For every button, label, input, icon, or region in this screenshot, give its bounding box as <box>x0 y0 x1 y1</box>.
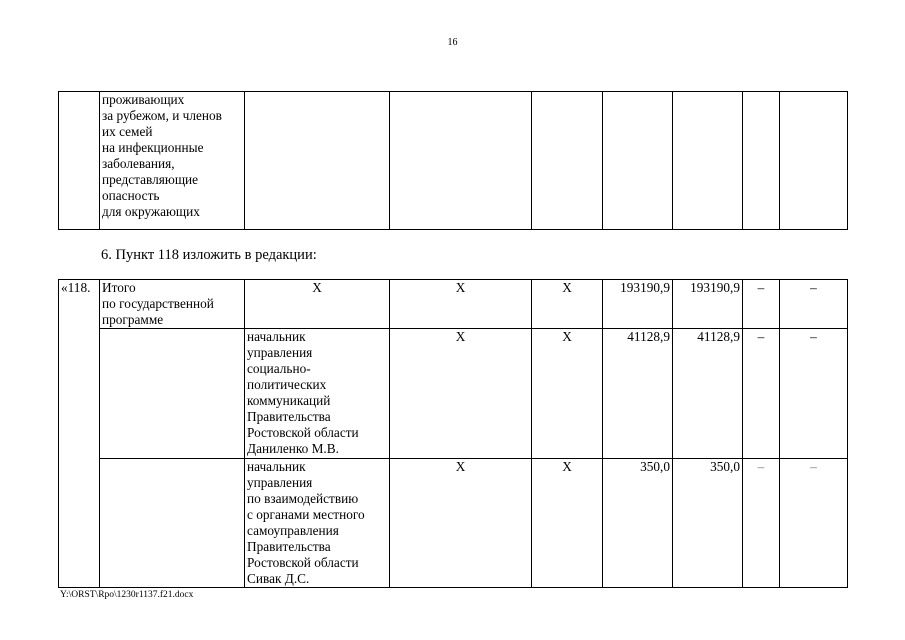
table-cell: X <box>532 280 603 329</box>
table-cell: X <box>390 459 532 588</box>
amount-cell: 193190,9 <box>673 280 743 329</box>
table-row <box>59 459 848 588</box>
item-number: «118. <box>59 280 100 329</box>
executor-cell: X <box>245 280 390 329</box>
executor-cell: начальник управления по взаимодействию с органами местного самоуправления Правительства Ростовской области Сивак Д.С. <box>245 459 390 588</box>
table-cell <box>780 92 848 230</box>
table-cell: X <box>390 329 532 459</box>
table-cell <box>100 329 245 459</box>
amount-cell: 41128,9 <box>673 329 743 459</box>
instruction-text: 6. Пункт 118 изложить в редакции: <box>101 247 317 263</box>
dash-cell: – <box>743 280 780 329</box>
continued-table <box>58 91 848 230</box>
table-row <box>59 92 848 230</box>
table-cell: X <box>532 329 603 459</box>
table-cell <box>603 92 673 230</box>
table-cell <box>59 459 100 588</box>
page-number: 16 <box>447 37 458 48</box>
dash-cell: – <box>780 459 848 588</box>
table-cell: X <box>532 459 603 588</box>
table-cell <box>245 92 390 230</box>
table-cell <box>100 459 245 588</box>
item-118-table <box>58 279 848 588</box>
table-cell: X <box>390 280 532 329</box>
amount-cell: 193190,9 <box>603 280 673 329</box>
table-row <box>59 280 848 329</box>
executor-cell: начальник управления социально- политических коммуникаций Правительства Ростовской области Даниленко М.В. <box>245 329 390 459</box>
dash-cell: – <box>743 459 780 588</box>
table-cell <box>59 329 100 459</box>
table-cell <box>390 92 532 230</box>
table-cell <box>743 92 780 230</box>
dash-cell: – <box>780 329 848 459</box>
dash-cell: – <box>780 280 848 329</box>
table-row <box>59 329 848 459</box>
table-cell <box>532 92 603 230</box>
amount-cell: 350,0 <box>673 459 743 588</box>
item-name: Итого по государственной программе <box>100 280 245 329</box>
table-cell: проживающих за рубежом, и членов их семей на инфекционные заболевания, представляющие опасность для окружающих <box>100 92 245 230</box>
dash-cell: – <box>743 329 780 459</box>
file-path-footer: Y:\ORST\Rpo\1230r1137.f21.docx <box>60 590 194 600</box>
amount-cell: 350,0 <box>603 459 673 588</box>
table-cell <box>673 92 743 230</box>
table-cell <box>59 92 100 230</box>
amount-cell: 41128,9 <box>603 329 673 459</box>
